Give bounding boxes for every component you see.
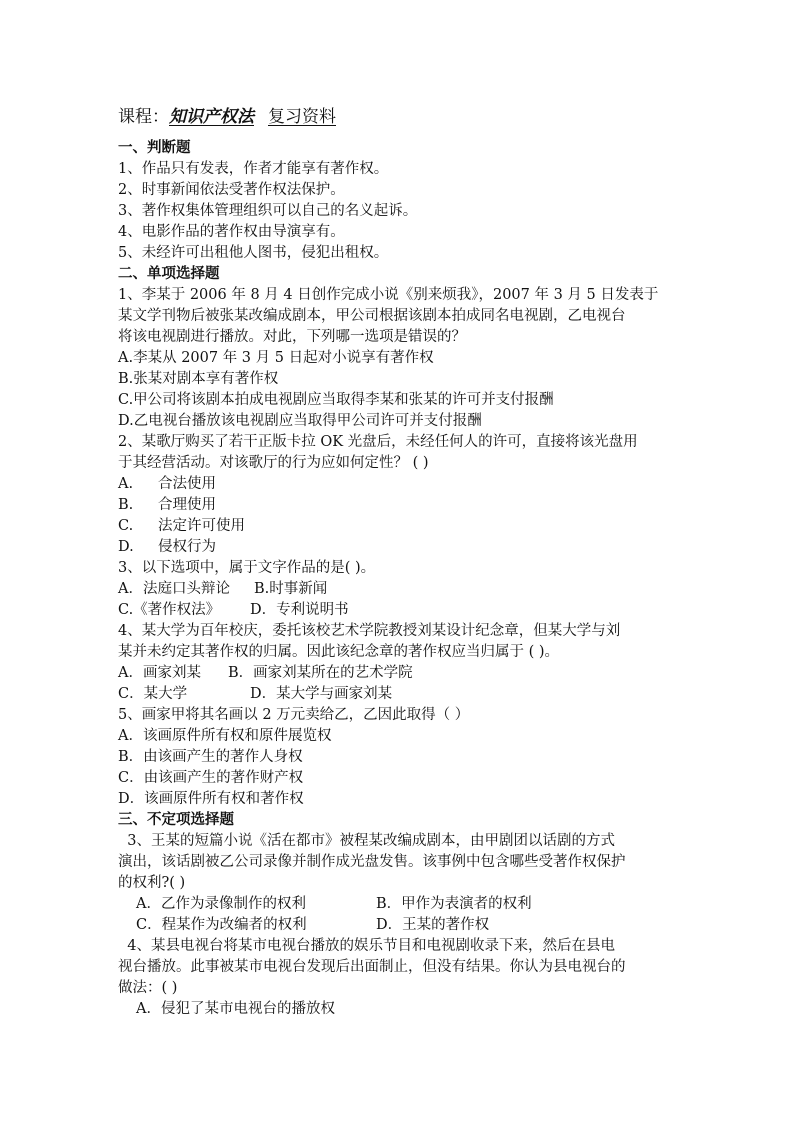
section-heading-judgment: 一、判断题 bbox=[118, 139, 191, 156]
judgment-item: 5、未经许可出租他人图书，侵犯出租权。 bbox=[118, 245, 389, 261]
judgment-item: 2、时事新闻依法受著作权法保护。 bbox=[118, 182, 345, 198]
option-text: 合法使用 bbox=[158, 476, 216, 492]
option-text: 法定许可使用 bbox=[158, 518, 245, 534]
answer-option bbox=[118, 474, 216, 494]
answer-option bbox=[118, 516, 245, 536]
answer-option: A．该画原件所有权和原件展览权 bbox=[118, 728, 332, 744]
answer-option: C．某大学 bbox=[118, 686, 188, 702]
answer-option: B．画家刘某所在的艺术学院 bbox=[228, 665, 413, 681]
option-letter: C. bbox=[118, 518, 134, 534]
review-label: 复习资料 bbox=[268, 107, 336, 127]
question-text: 2、某歌厅购买了若干正版卡拉 OK 光盘后，未经任何人的许可，直接将该光盘用 bbox=[118, 434, 638, 450]
answer-option-row bbox=[118, 684, 392, 704]
question-text: 于其经营活动。对该歌厅的行为应如何定性？ ( ) bbox=[118, 455, 429, 471]
judgment-item: 1、作品只有发表，作者才能享有著作权。 bbox=[118, 161, 389, 177]
answer-option: D．专利说明书 bbox=[250, 602, 349, 618]
document-title bbox=[118, 105, 336, 129]
answer-option: C．由该画产生的著作财产权 bbox=[118, 770, 304, 786]
answer-option: D．该画原件所有权和著作权 bbox=[118, 791, 304, 807]
option-text: 合理使用 bbox=[158, 497, 216, 513]
answer-option: B.时事新闻 bbox=[254, 581, 328, 597]
option-text: 侵权行为 bbox=[158, 539, 216, 555]
question-text: 的权利?( ) bbox=[118, 875, 186, 891]
answer-option: D.乙电视台播放该电视剧应当取得甲公司许可并支付报酬 bbox=[118, 413, 482, 429]
question-text: 将该电视剧进行播放。对此，下列哪一选项是错误的？ bbox=[118, 329, 466, 345]
question-text: 4、某县电视台将某市电视台播放的娱乐节目和电视剧收录下来，然后在县电 bbox=[118, 938, 615, 954]
question-text: 做法：( ) bbox=[118, 980, 178, 996]
section-heading-single-choice: 二、单项选择题 bbox=[118, 265, 220, 282]
answer-option: D．某大学与画家刘某 bbox=[250, 686, 393, 702]
answer-option-row bbox=[118, 663, 413, 683]
option-letter: D. bbox=[118, 539, 134, 555]
question-text: 演出，该话剧被乙公司录像并制作成光盘发售。该事例中包含哪些受著作权保护 bbox=[118, 854, 626, 870]
title-prefix: 课程： bbox=[118, 107, 169, 127]
question-text: 某并未约定其著作权的归属。因此该纪念章的著作权应当归属于 ( )。 bbox=[118, 644, 560, 660]
answer-option: A.李某从 2007 年 3 月 5 日起对小说享有著作权 bbox=[118, 350, 434, 366]
section-heading-multiple-choice: 三、不定项选择题 bbox=[118, 811, 234, 828]
answer-option: B．由该画产生的著作人身权 bbox=[118, 749, 303, 765]
answer-option-row bbox=[136, 915, 489, 935]
answer-option: A．乙作为录像制作的权利 bbox=[136, 896, 306, 912]
answer-option bbox=[118, 537, 216, 557]
question-text: 5、画家甲将其名画以 2 万元卖给乙，乙因此取得（ ） bbox=[118, 707, 470, 723]
answer-option: C.《著作权法》 bbox=[118, 602, 221, 618]
answer-option: A．侵犯了某市电视台的播放权 bbox=[136, 1001, 335, 1017]
option-letter: A. bbox=[118, 476, 134, 492]
judgment-item: 3、著作权集体管理组织可以自己的名义起诉。 bbox=[118, 203, 418, 219]
judgment-item: 4、电影作品的著作权由导演享有。 bbox=[118, 224, 345, 240]
question-text: 3、王某的短篇小说《活在都市》被程某改编成剧本，由甲剧团以话剧的方式 bbox=[118, 833, 615, 849]
question-text: 3、以下选项中，属于文字作品的是( )。 bbox=[118, 560, 376, 576]
answer-option-row bbox=[118, 600, 349, 620]
question-text: 4、某大学为百年校庆，委托该校艺术学院教授刘某设计纪念章，但某大学与刘 bbox=[118, 623, 621, 639]
answer-option: C.甲公司将该剧本拍成电视剧应当取得李某和张某的许可并支付报酬 bbox=[118, 392, 554, 408]
option-letter: B. bbox=[118, 497, 134, 513]
answer-option-row bbox=[136, 894, 532, 914]
answer-option: D．王某的著作权 bbox=[376, 917, 490, 933]
question-text: 视台播放。此事被某市电视台发现后出面制止，但没有结果。你认为县电视台的 bbox=[118, 959, 626, 975]
answer-option: A．画家刘某 bbox=[118, 665, 201, 681]
question-text: 某文学刊物后被张某改编成剧本，甲公司根据该剧本拍成同名电视剧，乙电视台 bbox=[118, 308, 626, 324]
course-name: 知识产权法 bbox=[169, 107, 254, 127]
answer-option: B.张某对剧本享有著作权 bbox=[118, 371, 279, 387]
question-text: 1、李某于 2006 年 8 月 4 日创作完成小说《别来烦我》，2007 年 3 月 5 日发表于 bbox=[118, 287, 659, 303]
answer-option-row bbox=[118, 579, 327, 599]
answer-option: C．程某作为改编者的权利 bbox=[136, 917, 307, 933]
answer-option: B．甲作为表演者的权利 bbox=[376, 896, 532, 912]
answer-option: A．法庭口头辩论 bbox=[118, 581, 230, 597]
answer-option bbox=[118, 495, 216, 515]
